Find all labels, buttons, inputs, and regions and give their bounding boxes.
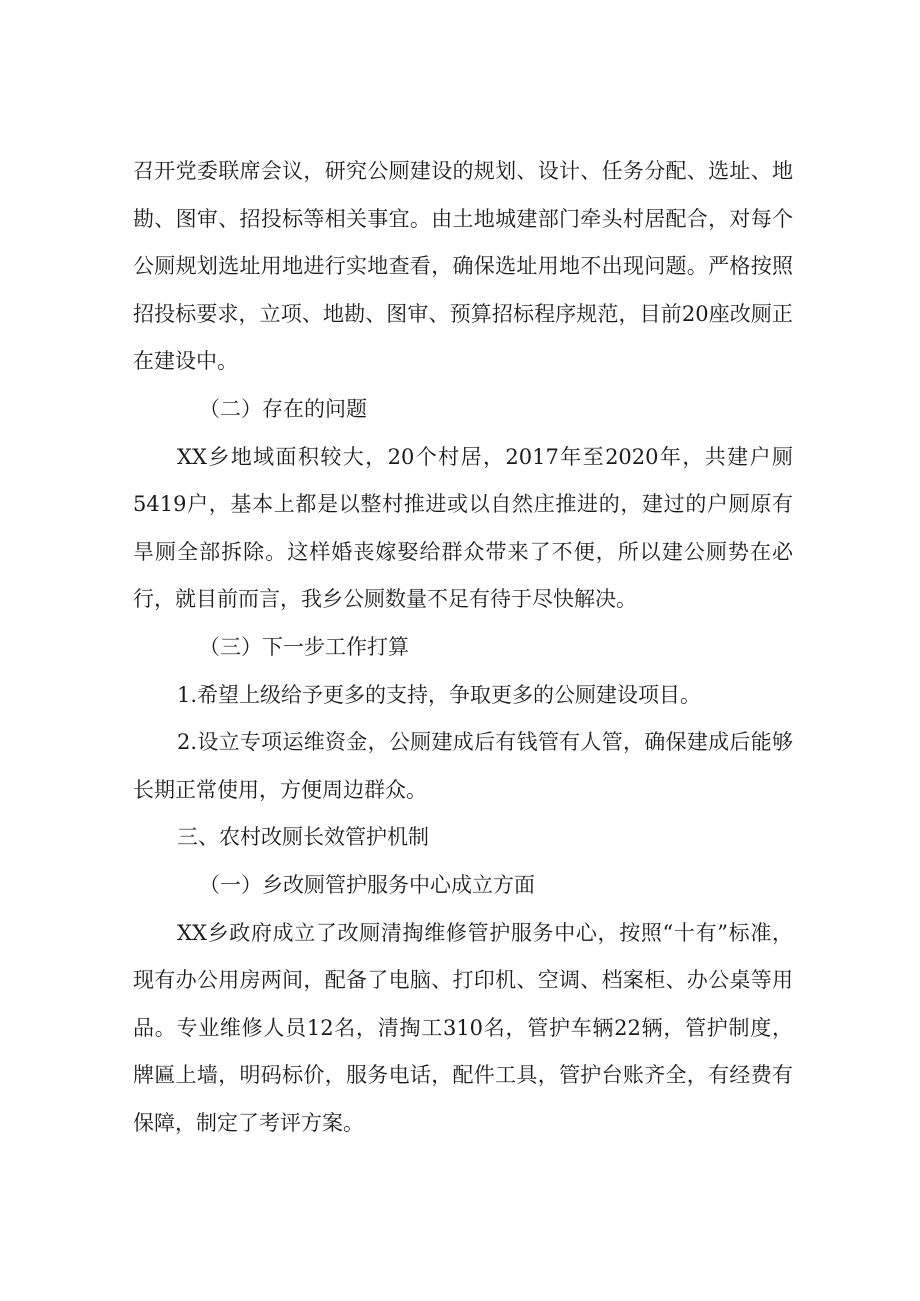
document-body [133,148,793,1147]
paragraph-service-center: XX乡政府成立了改厕清掏维修管护服务中心，按照“十有”标准，现有办公用房两间，配备了电脑、打印机、空调、档案柜、办公桌等用品。专业维修人员12名，清掏工310名，管护车辆22辆，管护制度，牌匾上墙，明码标价，服务电话，配件工具，管护台账齐全，有经费有保障，制定了考评方案。 [133,920,793,1135]
list-item-2: 2.设立专项运维资金，公厕建成后有钱管有人管，确保建成后能够长期正常使用，方便周边群众。 [133,730,793,802]
list-item-1: 1.希望上级给予更多的支持，争取更多的公厕建设项目。 [177,682,702,707]
section-heading-service-center: （一）乡改厕管护服务中心成立方面 [199,872,535,897]
section-heading-existing-problems: （二）存在的问题 [199,396,367,421]
paragraph-problems: XX乡地域面积较大，20个村居，2017年至2020年，共建户厕5419户，基本上都是以整村推进或以自然庄推进的，建过的户厕原有旱厕全部拆除。这样婚丧嫁娶给群众带来了不便，所以建公厕势在必行，就目前而言，我乡公厕数量不足有待于尽快解决。 [133,444,793,612]
section-heading-next-steps: （三）下一步工作打算 [199,634,409,659]
section-heading-long-term-mechanism: 三、农村改厕长效管护机制 [177,825,429,850]
paragraph-continuation: 召开党委联席会议，研究公厕建设的规划、设计、任务分配、选址、地勘、图审、招投标等相关事宜。由土地城建部门牵头村居配合，对每个公厕规划选址用地进行实地查看，确保选址用地不出现问题。严格按照招投标要求，立项、地勘、图审、预算招标程序规范，目前20座改厕正在建设中。 [133,159,793,374]
